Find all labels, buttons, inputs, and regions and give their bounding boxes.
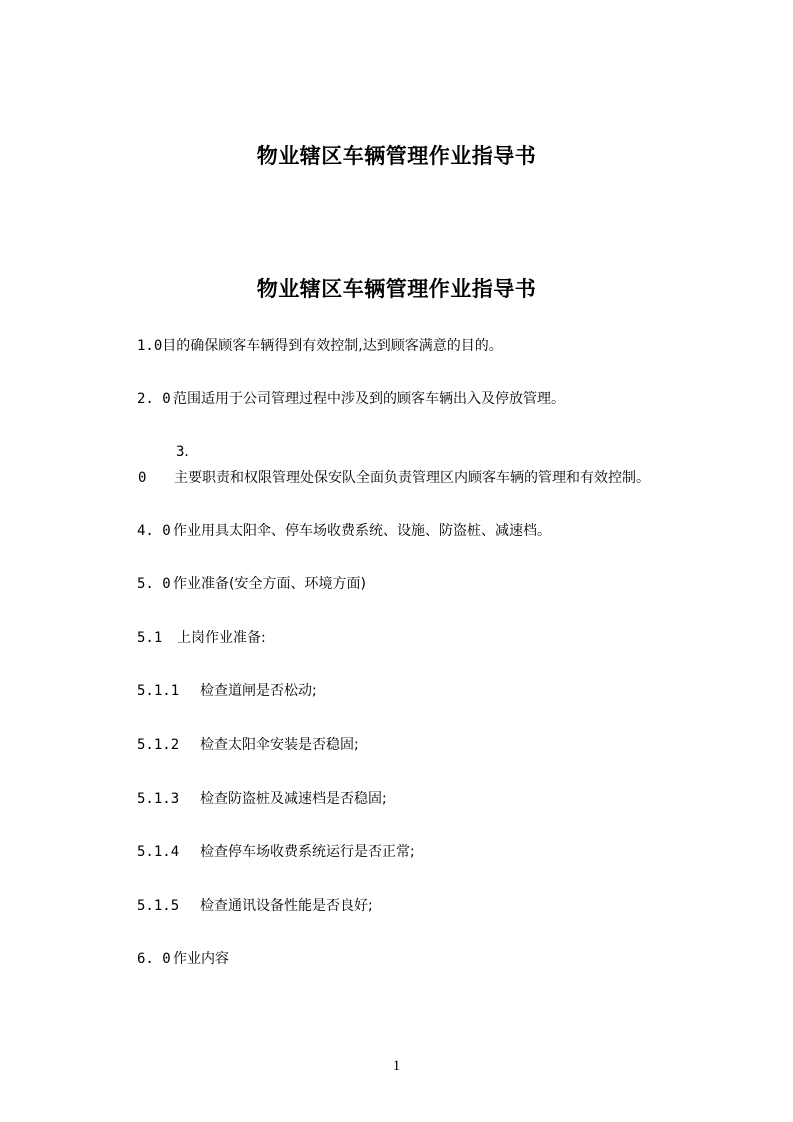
section-number: 5.1.5: [137, 898, 180, 914]
section-text: 检查道闸是否松动;: [200, 683, 317, 699]
section-text: 目的确保顾客车辆得到有效控制,达到顾客满意的目的。: [162, 338, 503, 354]
section-6: [137, 949, 229, 969]
section-5-1-3: [137, 789, 387, 809]
section-text: 检查停车场收费系统运行是否正常;: [200, 844, 415, 860]
section-text: 上岗作业准备:: [177, 630, 266, 646]
section-number: 5.1: [137, 630, 163, 646]
section-number: 5.1.2: [137, 737, 180, 753]
section-1: [137, 336, 503, 356]
section-5-1-4: [137, 842, 415, 862]
section-number: 5.1.3: [137, 791, 180, 807]
section-text: 作业内容: [173, 951, 229, 967]
section-5-1-2: [137, 735, 359, 755]
section-text: 范围适用于公司管理过程中涉及到的顾客车辆出入及停放管理。: [173, 391, 565, 407]
section-text: 检查太阳伞安装是否稳固;: [200, 737, 359, 753]
section-number: 5.1.4: [137, 844, 180, 860]
section-5-1: [137, 628, 266, 648]
section-number: 1.0: [137, 338, 163, 354]
section-number: 5.1.1: [137, 683, 180, 699]
section-number: 3．0: [138, 444, 199, 486]
section-3: [100, 439, 710, 491]
section-4: [137, 521, 551, 541]
section-2: [137, 389, 565, 409]
section-number: 6. 0: [137, 951, 171, 967]
section-5-1-5: [137, 896, 373, 916]
section-number: 4. 0: [137, 523, 171, 539]
section-text: 作业准备(安全方面、环境方面): [173, 576, 366, 592]
section-number: 5. 0: [137, 576, 171, 592]
section-text: 主要职责和权限管理处保安队全面负责管理区内顾客车辆的管理和有效控制。: [174, 470, 650, 486]
section-5-1-1: [137, 681, 317, 701]
cover-title: 物业辖区车辆管理作业指导书: [256, 144, 537, 168]
section-number: 2. 0: [137, 391, 171, 407]
section-text: 检查通讯设备性能是否良好;: [200, 898, 373, 914]
page-number: 1: [392, 1058, 401, 1074]
section-5: [137, 574, 366, 594]
section-text: 检查防盗桩及减速档是否稳固;: [200, 791, 387, 807]
section-text: 作业用具太阳伞、停车场收费系统、设施、防盗桩、减速档。: [173, 523, 551, 539]
document-title: 物业辖区车辆管理作业指导书: [256, 277, 537, 301]
